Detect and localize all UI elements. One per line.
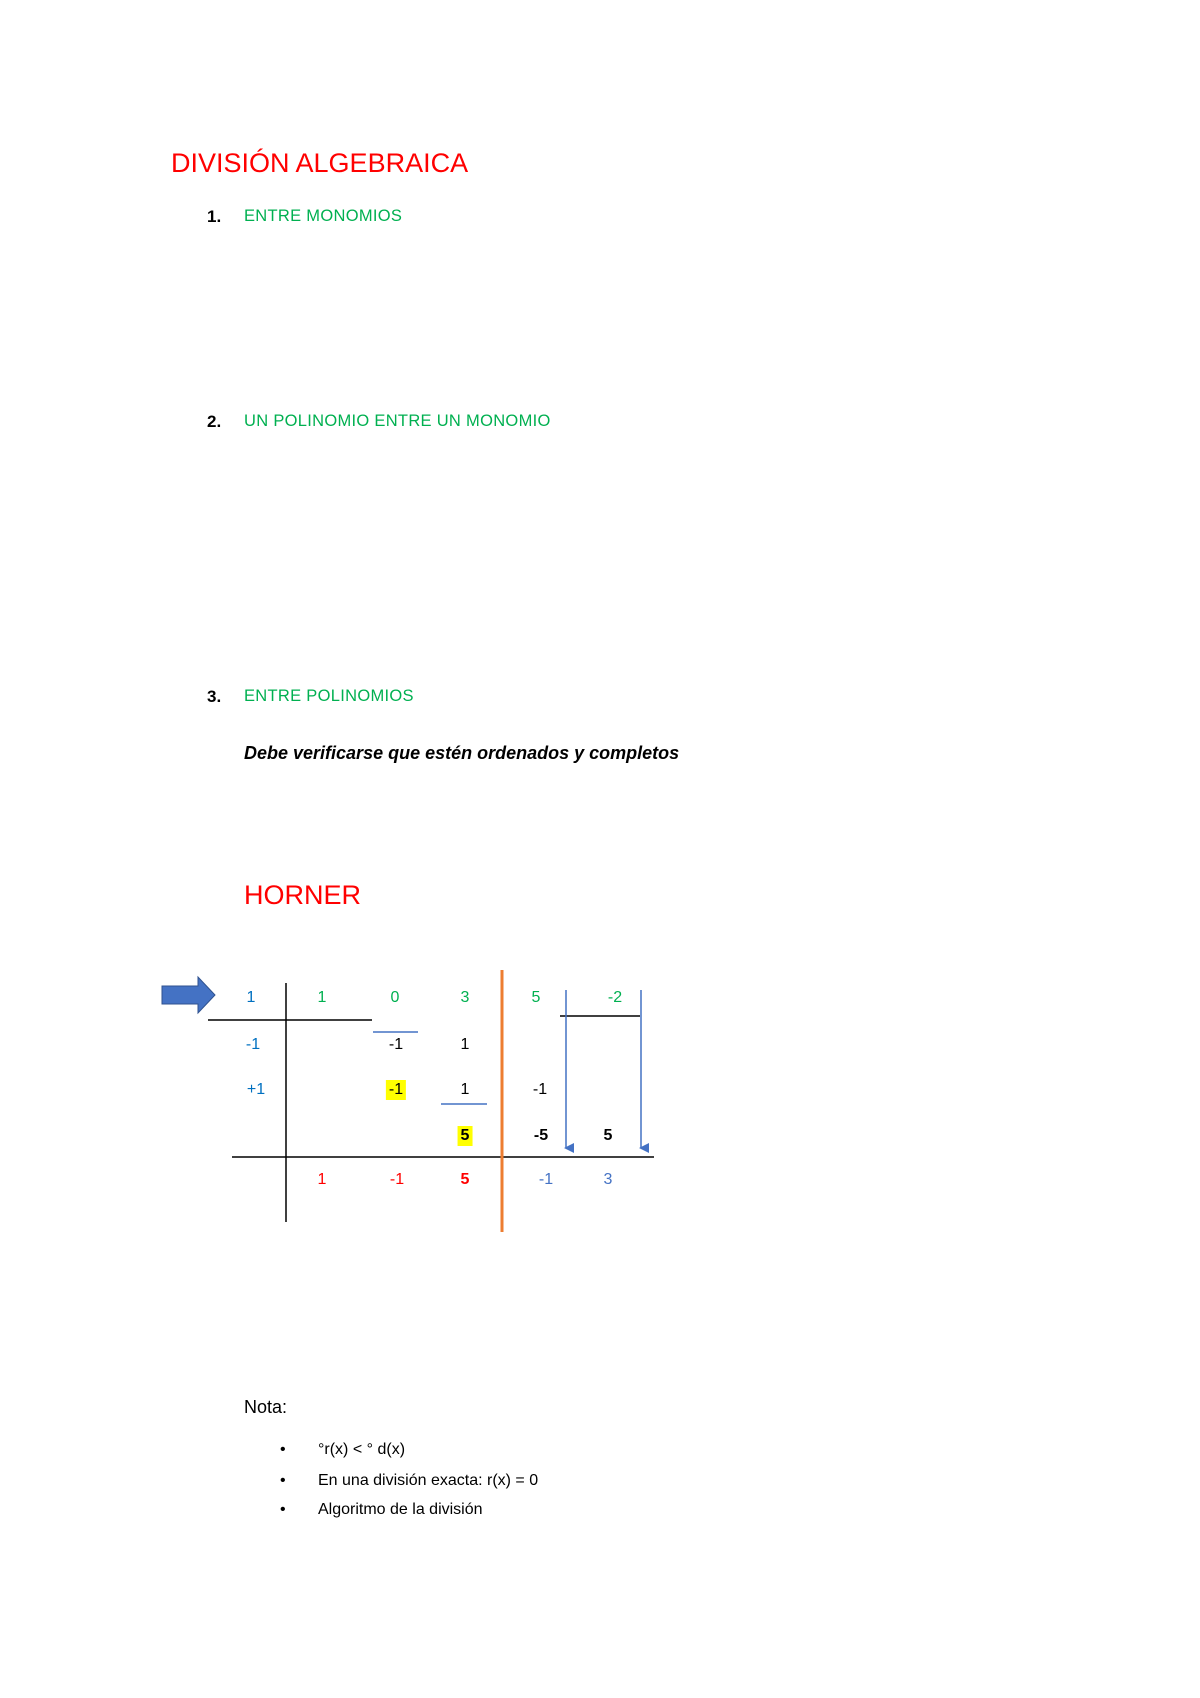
pointer-arrow-icon <box>162 977 215 1013</box>
divisor-coef-b: +1 <box>246 1081 266 1098</box>
row-b-value-2: 1 <box>460 1081 470 1098</box>
section-1-number: 1. <box>207 207 222 226</box>
quotient-coef-2: -1 <box>389 1171 405 1188</box>
bullet-icon: • <box>280 1472 286 1489</box>
section-2-label: UN POLINOMIO ENTRE UN MONOMIO <box>244 412 551 430</box>
row-b-value-3: -1 <box>532 1081 548 1098</box>
nota-label: Nota: <box>244 1397 288 1417</box>
remainder-coef-1: -1 <box>538 1171 554 1188</box>
section-2-number: 2. <box>207 412 222 431</box>
row-a-value-2: 1 <box>460 1036 470 1053</box>
nota-item-2: En una división exacta: r(x) = 0 <box>318 1472 539 1489</box>
dividend-coef-4: 5 <box>531 989 541 1006</box>
dividend-coef-3: 3 <box>460 989 470 1006</box>
row-a-value-1: -1 <box>388 1036 404 1053</box>
section-1-label: ENTRE MONOMIOS <box>244 207 403 225</box>
bullet-icon: • <box>280 1441 286 1458</box>
row-c-value-1: 5 <box>458 1126 473 1146</box>
divisor-leading: 1 <box>246 989 256 1006</box>
quotient-coef-3: 5 <box>460 1171 470 1188</box>
bullet-icon: • <box>280 1501 286 1518</box>
section-3-number: 3. <box>207 687 222 706</box>
divisor-coef-a: -1 <box>245 1036 261 1053</box>
quotient-coef-1: 1 <box>317 1171 327 1188</box>
document-title: DIVISIÓN ALGEBRAICA <box>171 148 469 178</box>
horner-title: HORNER <box>244 880 362 910</box>
dividend-coef-5: -2 <box>607 989 623 1006</box>
dividend-coef-2: 0 <box>390 989 400 1006</box>
dividend-coef-1: 1 <box>317 989 327 1006</box>
row-c-value-2: -5 <box>533 1127 549 1144</box>
remainder-coef-2: 3 <box>603 1171 613 1188</box>
nota-item-1: °r(x) < ° d(x) <box>318 1441 406 1458</box>
section-3-label: ENTRE POLINOMIOS <box>244 687 414 705</box>
row-b-value-1: -1 <box>386 1080 406 1100</box>
requirement-note: Debe verificarse que estén ordenados y completos <box>244 743 680 763</box>
row-c-value-3: 5 <box>603 1127 613 1144</box>
nota-item-3: Algoritmo de la división <box>318 1501 483 1518</box>
